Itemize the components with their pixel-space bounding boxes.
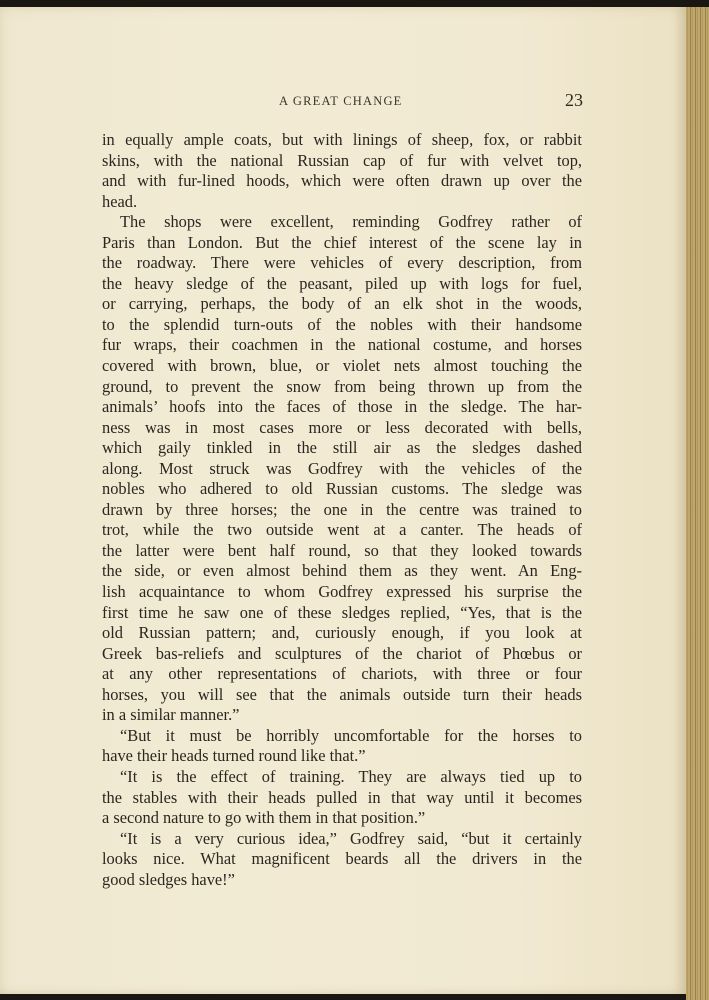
text-line: in a similar manner.”	[102, 705, 240, 725]
text-line: the heavy sledge of the peasant, piled up with logs for fuel,	[102, 273, 582, 293]
page-number: 23	[565, 90, 583, 110]
text-line: “But it must be horribly uncomfortable for the horses to	[120, 725, 582, 745]
text-line: head.	[102, 191, 138, 211]
text-line: Paris than London. But the chief interest of the scene lay in	[102, 232, 582, 252]
text-line: to the splendid turn-outs of the nobles with their handsome	[102, 314, 582, 334]
text-line: Greek bas-reliefs and sculptures of the chariot of Phœbus or	[102, 643, 582, 663]
text-line: “It is a very curious idea,” Godfrey said, “but it certainly	[120, 828, 582, 848]
text-line: ground, to prevent the snow from being thrown up from the	[102, 376, 582, 396]
text-line: The shops were excellent, reminding Godfrey rather of	[120, 212, 582, 232]
text-line: the side, or even almost behind them as they went. An Eng-	[102, 561, 582, 581]
scan-border	[0, 0, 709, 7]
text-line: ness was in most cases more or less decorated with bells,	[102, 417, 582, 437]
text-line: along. Most struck was Godfrey with the vehicles of the	[102, 458, 582, 478]
text-line: which gaily tinkled in the still air as the sledges dashed	[102, 438, 582, 458]
text-line: a second nature to go with them in that position.”	[102, 808, 426, 828]
text-line: covered with brown, blue, or violet nets almost touching the	[102, 356, 582, 376]
text-line: fur wraps, their coachmen in the national costume, and horses	[102, 335, 582, 355]
text-line: looks nice. What magnificent beards all the drivers in the	[102, 849, 582, 869]
text-line: animals’ hoofs into the faces of those in the sledge. The har-	[102, 397, 582, 417]
text-line: first time he saw one of these sledges replied, “Yes, that is the	[102, 602, 582, 622]
text-line: nobles who adhered to old Russian customs. The sledge was	[102, 479, 582, 499]
text-line: old Russian pattern; and, curiously enough, if you look at	[102, 623, 582, 643]
running-head: A GREAT CHANGE	[279, 94, 403, 108]
text-line: horses, you will see that the animals outside turn their heads	[102, 684, 582, 704]
page-edge	[686, 6, 709, 1000]
text-line: or carrying, perhaps, the body of an elk shot in the woods,	[102, 294, 582, 314]
text-line: the latter were bent half round, so that they looked towards	[102, 540, 582, 560]
page-header	[0, 92, 686, 114]
text-line: drawn by three horses; the one in the centre was trained to	[102, 499, 582, 519]
text-line: good sledges have!”	[102, 869, 235, 889]
text-line: lish acquaintance to whom Godfrey expressed his surprise the	[102, 582, 582, 602]
text-line: have their heads turned round like that.”	[102, 746, 366, 766]
text-line: the stables with their heads pulled in that way until it becomes	[102, 787, 582, 807]
text-line: the roadway. There were vehicles of every description, from	[102, 253, 582, 273]
text-line: at any other representations of chariots, with three or four	[102, 664, 582, 684]
text-line: in equally ample coats, but with linings of sheep, fox, or rabbit	[102, 130, 582, 149]
text-line: trot, while the two outside went at a canter. The heads of	[102, 520, 582, 540]
text-line: “It is the effect of training. They are always tied up to	[120, 766, 582, 786]
text-line: and with fur-lined hoods, which were often drawn up over the	[102, 171, 582, 191]
text-line: skins, with the national Russian cap of fur with velvet top,	[102, 150, 582, 170]
body-text	[102, 130, 582, 890]
